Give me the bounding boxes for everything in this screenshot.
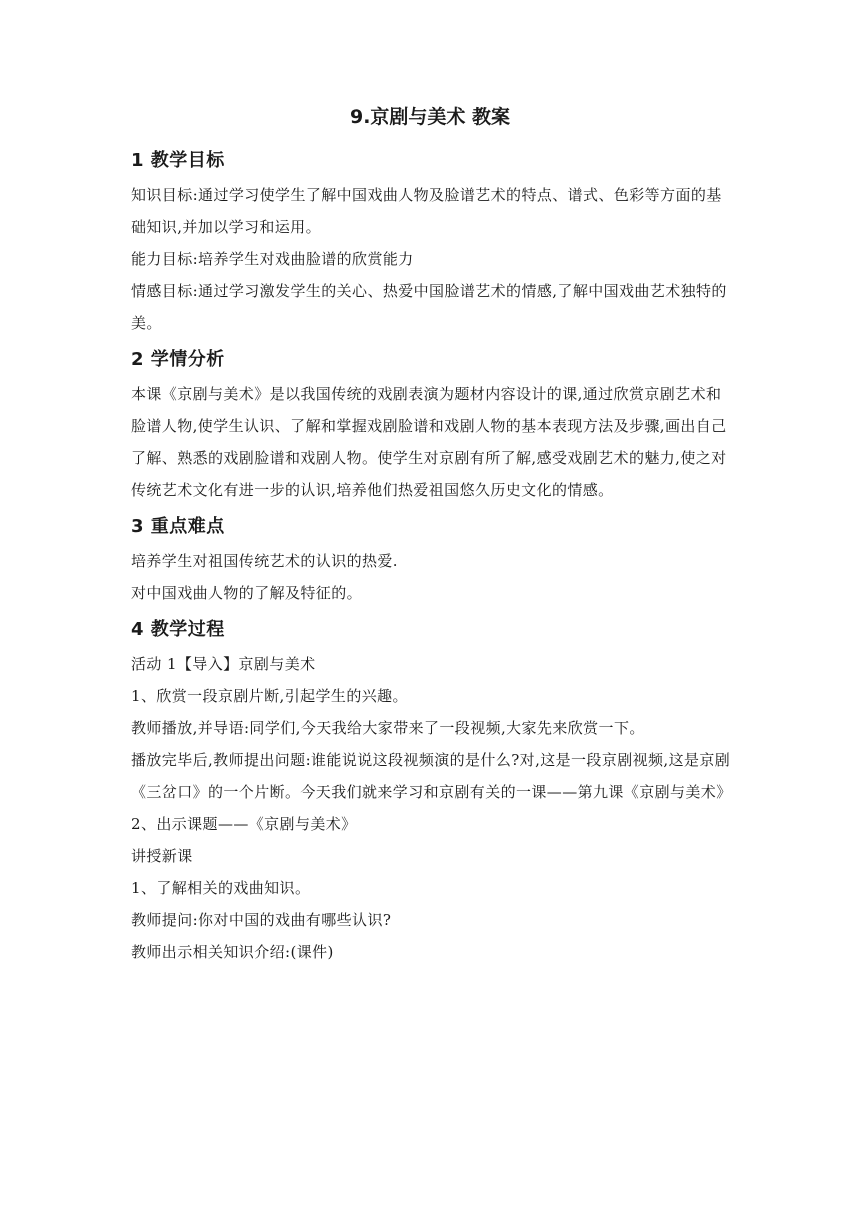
paragraph: 活动 1【导入】京剧与美术 [131, 655, 316, 673]
section-heading: 2 学情分析 [131, 349, 225, 370]
section-heading: 3 重点难点 [131, 516, 225, 537]
section-key-difficulties [131, 512, 731, 609]
paragraph: 培养学生对祖国传统艺术的认识的热爱. [131, 552, 398, 570]
paragraph: 教师播放,并导语:同学们,今天我给大家带来了一段视频,大家先来欣赏一下。 [131, 719, 645, 737]
paragraph: 本课《京剧与美术》是以我国传统的戏剧表演为题材内容设计的课,通过欣赏京剧艺术和脸谱人物,使学生认识、了解和掌握戏剧脸谱和戏剧人物的基本表现方法及步骤,画出自己了解、熟悉的戏剧脸谱和戏剧人物。使学生对京剧有所了解,感受戏剧艺术的魅力,使之对传统艺术文化有进一步的认识,培养他们热爱祖国悠久历史文化的情感。 [131, 385, 727, 499]
document-title: 9.京剧与美术 教案 [349, 106, 511, 128]
paragraph: 2、出示课题——《京剧与美术》 [131, 815, 357, 833]
paragraph: 教师提问:你对中国的戏曲有哪些认识? [131, 911, 392, 929]
section-teaching-process [131, 615, 731, 968]
paragraph: 能力目标:培养学生对戏曲脸谱的欣赏能力 [131, 250, 414, 268]
section-teaching-goals [131, 146, 731, 339]
section-heading: 4 教学过程 [131, 619, 225, 640]
paragraph: 播放完毕后,教师提出问题:谁能说说这段视频演的是什么?对,这是一段京剧视频,这是京剧《三岔口》的一个片断。今天我们就来学习和京剧有关的一课——第九课《京剧与美术》 [131, 751, 732, 801]
section-learning-analysis [131, 345, 731, 506]
paragraph: 情感目标:通过学习激发学生的关心、热爱中国脸谱艺术的情感,了解中国戏曲艺术独特的美。 [131, 282, 727, 332]
paragraph: 讲授新课 [131, 847, 193, 865]
document-body [131, 140, 731, 968]
section-heading: 1 教学目标 [131, 150, 225, 171]
paragraph: 1、欣赏一段京剧片断,引起学生的兴趣。 [131, 687, 408, 705]
paragraph: 对中国戏曲人物的了解及特征的。 [131, 584, 363, 602]
paragraph: 知识目标:通过学习使学生了解中国戏曲人物及脸谱艺术的特点、谱式、色彩等方面的基础知识,并加以学习和运用。 [131, 186, 722, 236]
paragraph: 教师出示相关知识介绍:(课件) [131, 943, 334, 961]
paragraph: 1、了解相关的戏曲知识。 [131, 879, 311, 897]
